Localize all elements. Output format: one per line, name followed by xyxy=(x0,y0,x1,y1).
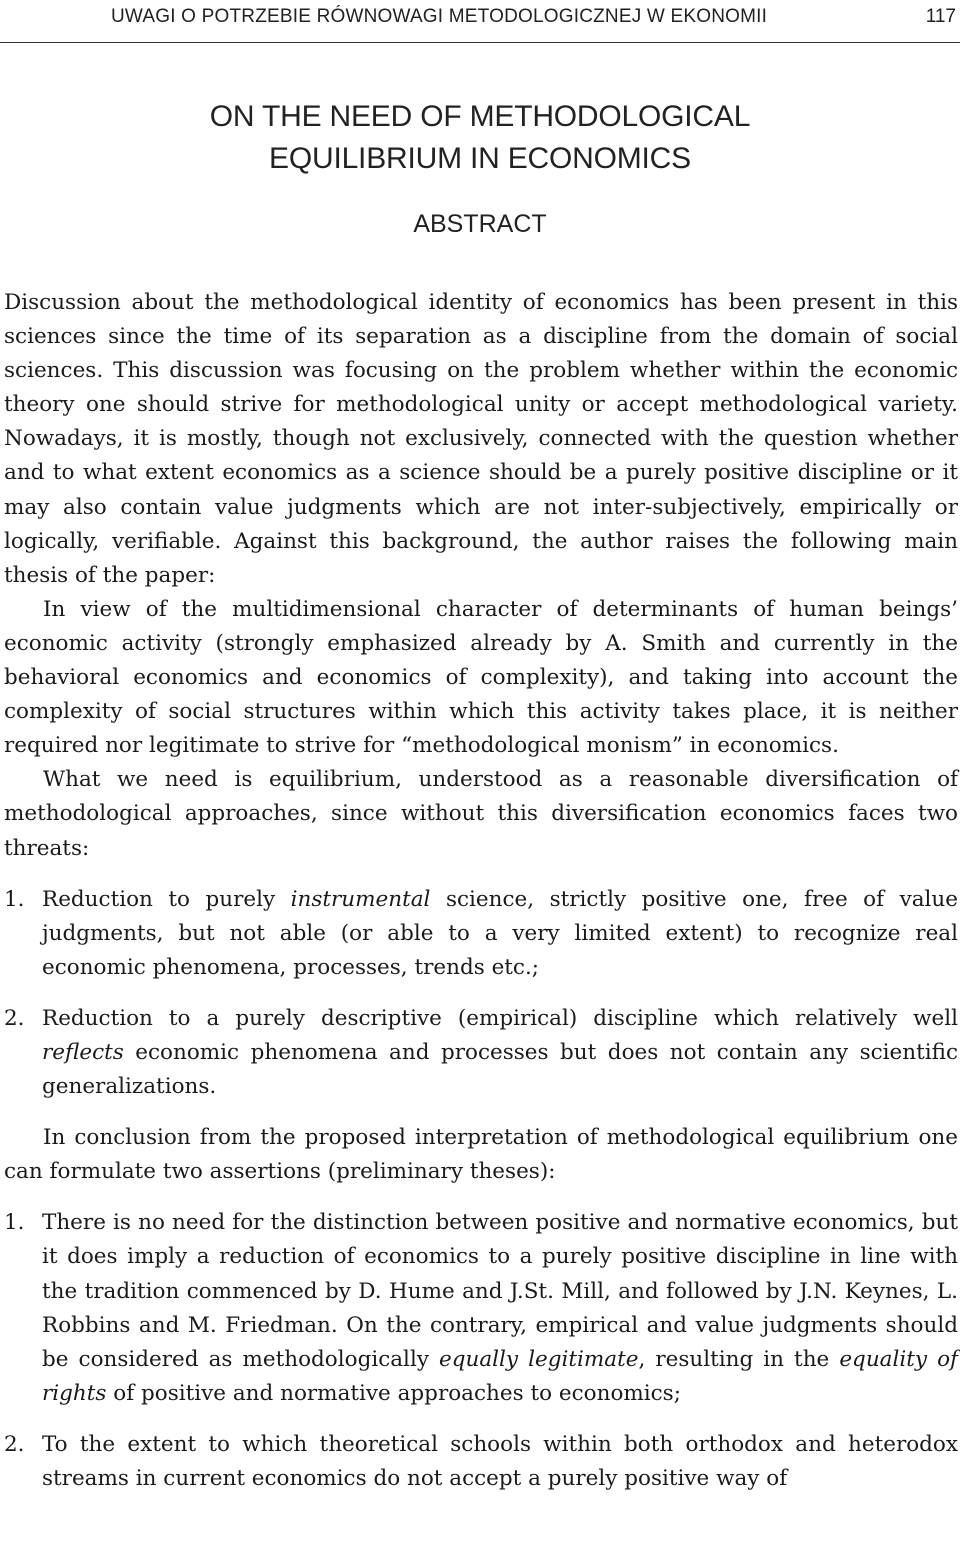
threat-item-2 xyxy=(4,1002,958,1104)
paragraph-main-thesis: In view of the multidimensional character of determinants of human beings’ economic activity (strongly emphasized already by A. Smith and currently in the behavioral economics and economics of complexity), and taking into account the complexity of social structures within which this activity takes place, it is neither required nor legitimate to strive for “methodological monism” in economics. xyxy=(4,596,958,759)
list-number: 2. xyxy=(4,1005,25,1031)
article-title-line-1: ON THE NEED OF METHODOLOGICAL xyxy=(209,100,751,133)
assertion-1-emphasis-2: equality of rights xyxy=(42,1346,958,1406)
threat-1-text-before: Reduction to purely xyxy=(42,886,291,912)
abstract-body xyxy=(4,286,958,1496)
assertion-1-part-2: , resulting in the xyxy=(638,1346,840,1372)
paragraph-intro: Discussion about the methodological identity of economics has been present in this sciences since the time of its separation as a discipline from the domain of social sciences. This discussion was focusing on the problem whether within the economic theory one should strive for methodological unity or accept methodological variety. Nowadays, it is mostly, though not exclusively, connected with the question whether and to what extent economics as a science should be a purely positive discipline or it may also contain value judgments which are not inter-subjectively, empirically or logically, verifiable. Against this background, the author raises the following main thesis of the paper: xyxy=(4,290,958,588)
assertion-2-text: To the extent to which theoretical schools within both orthodox and heterodox streams in current economics do not accept a purely positive way of xyxy=(42,1431,958,1491)
list-number: 2. xyxy=(4,1431,25,1457)
assertion-item-1 xyxy=(4,1206,958,1411)
threat-item-1 xyxy=(4,883,958,985)
list-number: 1. xyxy=(4,886,25,912)
assertion-1-emphasis-1: equally legitimate xyxy=(439,1346,639,1372)
assertion-item-2 xyxy=(4,1428,958,1496)
paragraph-conclusion: In conclusion from the proposed interpretation of methodological equilibrium one can formulate two assertions (preliminary theses): xyxy=(4,1125,958,1185)
paragraph-equilibrium: What we need is equilibrium, understood as a reasonable diversification of methodological approaches, since without this diversification economics faces two threats: xyxy=(4,767,958,861)
running-header xyxy=(0,0,960,43)
threat-2-text-after: economic phenomena and processes but does not contain any scientific generalizations. xyxy=(42,1039,958,1100)
list-number: 1. xyxy=(4,1210,25,1236)
article-title xyxy=(0,96,960,180)
page-number: 117 xyxy=(925,6,956,27)
article-title-line-2: EQUILIBRIUM IN ECONOMICS xyxy=(269,142,691,175)
threat-2-text-before: Reduction to a purely descriptive (empirical) discipline which relatively well xyxy=(42,1005,958,1031)
abstract-heading: ABSTRACT xyxy=(413,210,547,238)
running-title: UWAGI O POTRZEBIE RÓWNOWAGI METODOLOGICZNEJ W EKONOMII xyxy=(111,6,768,27)
assertion-1-part-1: There is no need for the distinction between positive and normative economics, but it does imply a reduction of economics to a purely positive discipline in line with the tradition commenced by D. Hume and J.St. Mill, and followed by J.N. Keynes, L. Robbins and M. Friedman. On the contrary, empirical and value judgments should be considered as methodologically xyxy=(42,1210,958,1372)
threat-1-emphasis: instrumental xyxy=(290,886,431,912)
threat-2-emphasis: reflects xyxy=(42,1039,124,1065)
threat-1-text-after: science, strictly positive one, free of value judgments, but not able (or able to a very limited extent) to recognize real economic phenomena, processes, trends etc.; xyxy=(42,886,959,980)
threats-list xyxy=(4,883,958,1105)
assertion-1-part-3: of positive and normative approaches to economics; xyxy=(106,1380,681,1406)
assertions-list xyxy=(4,1206,958,1496)
